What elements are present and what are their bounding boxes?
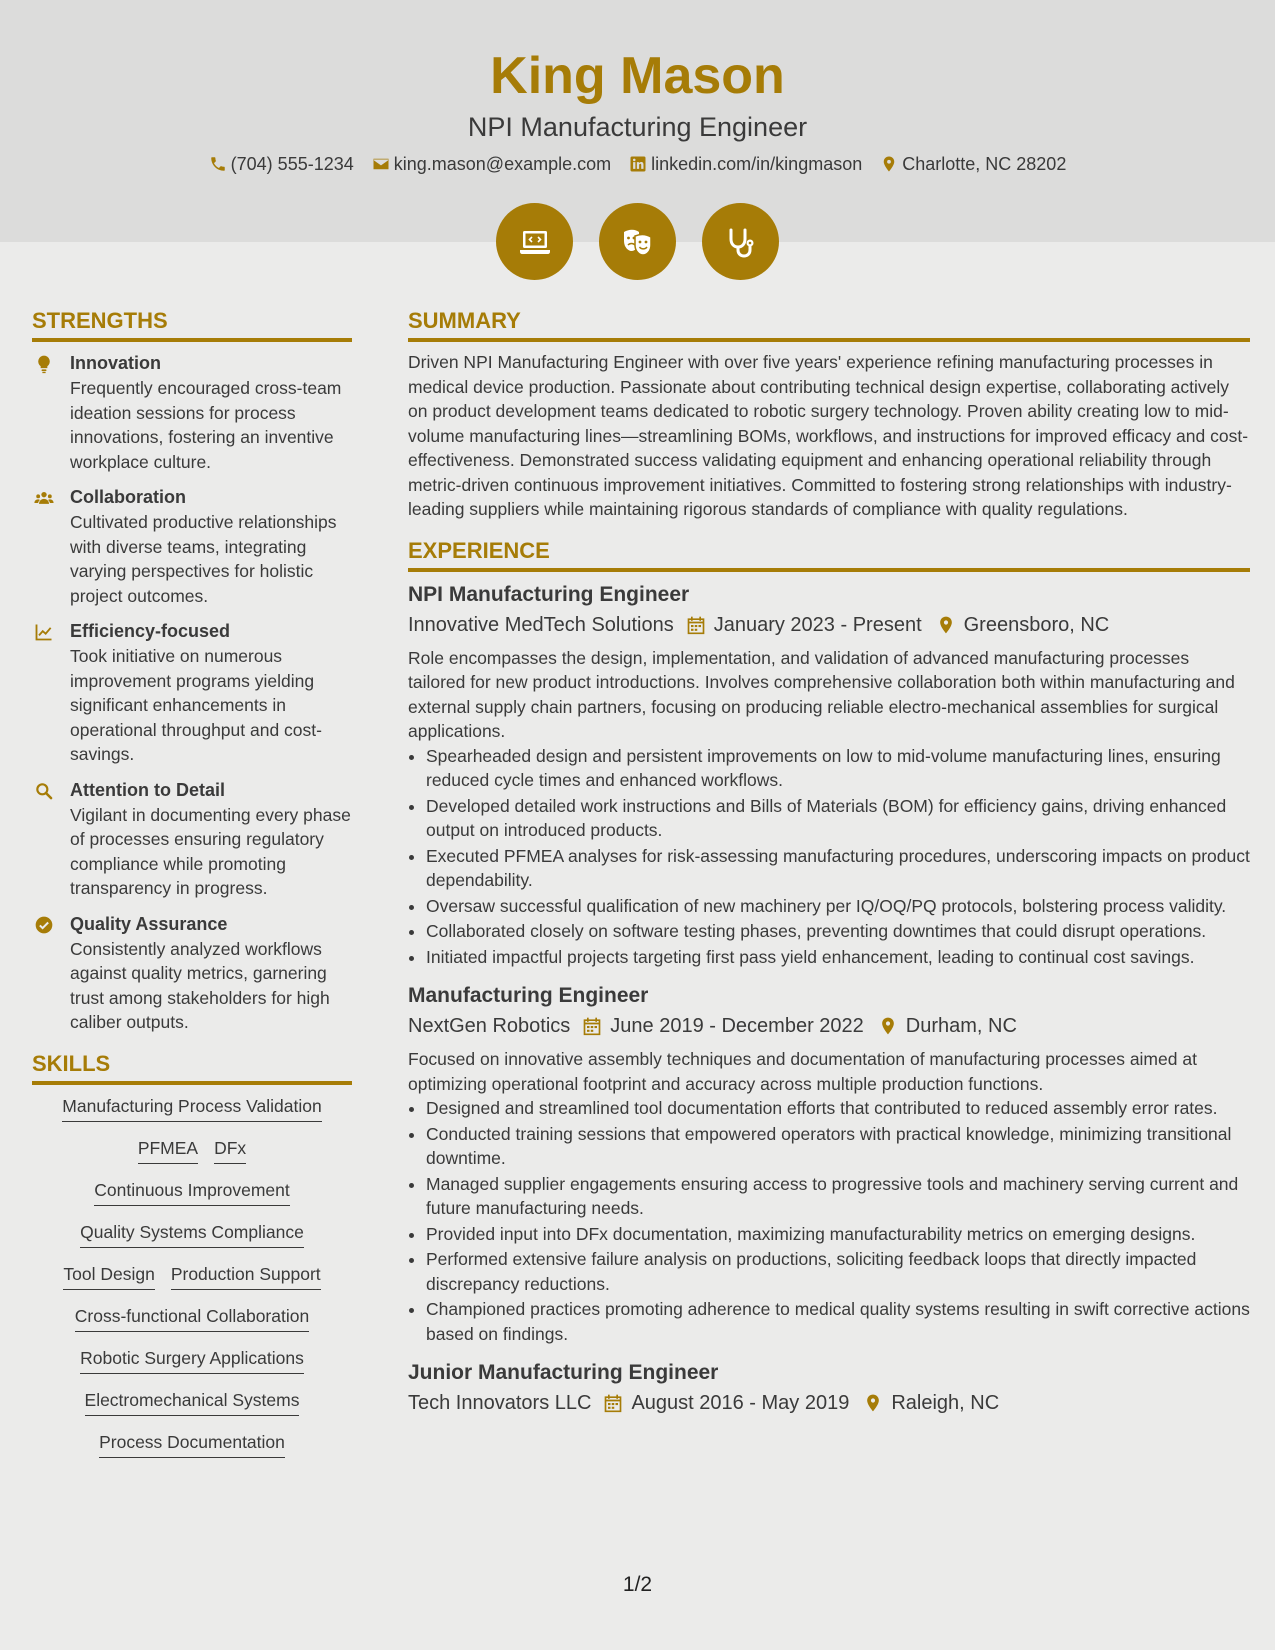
- contact-phone[interactable]: [209, 152, 354, 176]
- contact-linkedin[interactable]: [629, 152, 862, 176]
- job-entry: [408, 981, 1250, 1346]
- map-pin-icon: [878, 1016, 898, 1036]
- strength-name: Collaboration: [70, 487, 186, 507]
- candidate-name: King Mason: [490, 47, 785, 105]
- job-bullet: • Executed PFMEA analyses for risk-assessing manufacturing procedures, underscoring impacts on product dependability.: [426, 844, 1250, 893]
- job-location: Durham, NC: [905, 1015, 1017, 1037]
- calendar-icon: [603, 1393, 623, 1413]
- job-company: Tech Innovators LLC: [408, 1392, 592, 1414]
- page-number: 1/2: [622, 1573, 653, 1596]
- theater-masks-badge: [599, 203, 676, 280]
- map-pin-icon: [863, 1393, 883, 1413]
- job-meta: [408, 1011, 1250, 1041]
- linkedin-icon: [629, 155, 647, 173]
- theater-masks-icon: [618, 222, 658, 262]
- strength-desc: Consistently analyzed workflows against quality metrics, garnering trust among stakeholders for high caliber outputs.: [70, 938, 330, 1032]
- job-bullet: • Oversaw successful qualification of new machinery per IQ/OQ/PQ protocols, bolstering process validity.: [426, 894, 1250, 919]
- job-location: Raleigh, NC: [891, 1392, 1000, 1414]
- map-pin-icon: [936, 615, 956, 635]
- job-bullet: • Championed practices promoting adherence to medical quality systems resulting in swift corrective actions based on findings.: [426, 1297, 1250, 1346]
- job-bullet: • Conducted training sessions that empowered operators with practical knowledge, minimizing transitional downtime.: [426, 1122, 1250, 1171]
- job-bullet: • Developed detailed work instructions and Bills of Materials (BOM) for efficiency gains, driving enhanced output on introduced products.: [426, 794, 1250, 843]
- experience-heading: EXPERIENCE: [408, 536, 1250, 572]
- job-bullet: • Provided input into DFx documentation, maximizing manufacturability metrics on emerging designs.: [426, 1222, 1250, 1247]
- skills-list: [32, 1093, 352, 1458]
- strength-item: [32, 484, 352, 608]
- candidate-title: NPI Manufacturing Engineer: [467, 112, 808, 142]
- strengths-heading: STRENGTHS: [32, 306, 352, 342]
- job-bullet: • Initiated impactful projects targeting first pass yield enhancement, leading to continual cost savings.: [426, 945, 1250, 970]
- strength-item: [32, 618, 352, 767]
- location-text: Charlotte, NC 28202: [902, 154, 1067, 174]
- job-title: NPI Manufacturing Engineer: [408, 582, 690, 606]
- skill-tag: DFx: [214, 1135, 246, 1164]
- job-bullet: • Designed and streamlined tool documentation efforts that contributed to reduced assembly error rates.: [426, 1096, 1250, 1121]
- check-circle-icon: [34, 915, 54, 935]
- linkedin-text: linkedin.com/in/kingmason: [651, 154, 863, 174]
- skill-tag: Quality Systems Compliance: [80, 1219, 304, 1248]
- skill-tag: PFMEA: [138, 1135, 198, 1164]
- contact-email[interactable]: [372, 152, 611, 176]
- skills-heading: SKILLS: [32, 1049, 352, 1085]
- interest-badges: [0, 203, 1275, 280]
- lightbulb-icon: [34, 354, 54, 374]
- laptop-code-badge: [496, 203, 573, 280]
- strength-desc: Vigilant in documenting every phase of processes ensuring regulatory compliance while promoting transparency in progress.: [70, 804, 351, 898]
- skill-tag: Manufacturing Process Validation: [62, 1093, 321, 1122]
- job-entry: [408, 1358, 1250, 1418]
- strength-name: Efficiency-focused: [70, 621, 231, 641]
- phone-icon: [209, 155, 227, 173]
- skill-tag: Cross-functional Collaboration: [75, 1303, 309, 1332]
- job-location: Greensboro, NC: [963, 613, 1110, 636]
- job-bullet: • Performed extensive failure analysis on productions, soliciting feedback loops that directly impacted discrepancy reductions.: [426, 1247, 1250, 1296]
- strength-item: [32, 777, 352, 901]
- job-bullets: [408, 1096, 1250, 1346]
- skill-tag: Continuous Improvement: [94, 1177, 290, 1206]
- stethoscope-icon: [721, 222, 761, 262]
- calendar-icon: [582, 1016, 602, 1036]
- job-dates: January 2023 - Present: [713, 613, 922, 636]
- job-company: Innovative MedTech Solutions: [408, 613, 674, 636]
- right-column: [408, 306, 1250, 1424]
- summary-text: Driven NPI Manufacturing Engineer with over five years' experience refining manufacturing processes in medical device production. Passionate about contributing technical design expertise, collaborating actively on product development teams dedicated to robotic surgery technology. Proven ability creating low to mid-volume manufacturing lines—streamlining BOMs, workflows, and instructions for improved efficacy and cost-effectiveness. Demonstrated success validating equipment and enhancing operational reliability through metric-driven continuous improvement initiatives. Committed to fostering strong relationships with industry-leading suppliers while maintaining rigorous standards of compliance with quality regulations.: [408, 352, 1249, 519]
- job-bullets: [408, 744, 1250, 970]
- job-meta: [408, 1388, 1250, 1418]
- job-bullet: • Spearheaded design and persistent improvements on low to mid-volume manufacturing lines, ensuring reduced cycle times and enhanced workflows.: [426, 744, 1250, 793]
- calendar-icon: [686, 615, 706, 635]
- job-dates: June 2019 - December 2022: [610, 1015, 864, 1037]
- skill-tag: Robotic Surgery Applications: [80, 1345, 304, 1374]
- strength-name: Innovation: [70, 353, 161, 373]
- left-column: [32, 306, 352, 1471]
- job-company: NextGen Robotics: [408, 1015, 571, 1037]
- email-text: king.mason@example.com: [393, 154, 612, 174]
- strength-item: [32, 350, 352, 474]
- job-title: Manufacturing Engineer: [408, 984, 649, 1007]
- skill-tag: Production Support: [171, 1261, 321, 1290]
- job-title: Junior Manufacturing Engineer: [408, 1361, 719, 1384]
- chart-line-icon: [34, 622, 54, 642]
- contact-location: [880, 152, 1066, 176]
- summary-heading: SUMMARY: [408, 306, 1250, 342]
- strength-name: Quality Assurance: [70, 913, 228, 934]
- strength-name: Attention to Detail: [70, 779, 225, 800]
- job-desc: Role encompasses the design, implementation, and validation of advanced manufacturing processes tailored for new product introductions. Involves comprehensive collaboration both within manufacturing and external supply chain partners, focusing on producing reliable electro-mechanical assemblies for surgical applications.: [408, 647, 1235, 741]
- search-icon: [34, 781, 54, 801]
- contact-bar: [0, 152, 1275, 176]
- map-pin-icon: [880, 155, 898, 173]
- envelope-icon: [372, 155, 390, 173]
- job-meta: [408, 610, 1250, 640]
- stethoscope-badge: [702, 203, 779, 280]
- job-dates: August 2016 - May 2019: [631, 1392, 850, 1414]
- phone-text: (704) 555-1234: [230, 154, 354, 174]
- strength-desc: Took initiative on numerous improvement programs yielding significant enhancements in operational throughput and cost-savings.: [70, 646, 322, 764]
- skill-tag: Process Documentation: [99, 1429, 285, 1458]
- job-bullet: • Collaborated closely on software testing phases, preventing downtimes that could disrupt operations.: [426, 919, 1250, 944]
- strength-desc: Frequently encouraged cross-team ideation sessions for process innovations, fostering an inventive workplace culture.: [70, 378, 342, 472]
- strength-desc: Cultivated productive relationships with diverse teams, integrating varying perspectives for holistic project outcomes.: [70, 512, 337, 606]
- strength-item: [32, 911, 352, 1035]
- skill-tag: Electromechanical Systems: [85, 1387, 300, 1416]
- skill-tag: Tool Design: [63, 1261, 154, 1290]
- job-desc: Focused on innovative assembly techniques and documentation of manufacturing processes aimed at optimizing operational footprint and accuracy across multiple production functions.: [408, 1049, 1197, 1094]
- job-entry: [408, 580, 1250, 970]
- users-icon: [34, 488, 54, 508]
- job-bullet: • Managed supplier engagements ensuring access to progressive tools and machinery serving current and future manufacturing needs.: [426, 1172, 1250, 1221]
- laptop-code-icon: [515, 222, 555, 262]
